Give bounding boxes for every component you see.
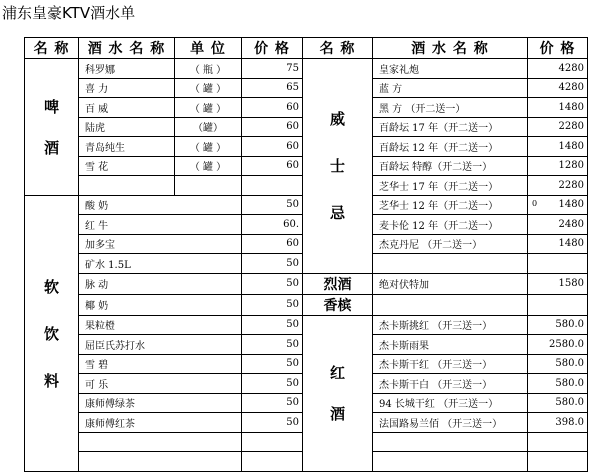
drink-name: 芝华士 17 年（开二送一） [373,176,528,196]
drink-price: 60. [242,215,303,235]
price-value: 1480 [558,140,584,152]
price-value: 4280 [558,62,584,74]
drink-price [242,176,303,196]
drink-price: 50 [242,273,303,294]
drink-name: 青岛纯生 [79,137,175,157]
drink-price: 2580.0 [528,335,588,355]
header-cell: 价 格 [242,38,303,59]
drink-price [528,78,588,98]
drink-price [528,432,588,452]
header-cell: 酒 水 名 称 [79,38,175,59]
drink-name: 椰 奶 [79,294,242,315]
price-value: 1480 [558,199,584,211]
category-soft-drinks [25,195,79,471]
drink-name: 脉 动 [79,273,242,294]
drink-price [528,156,588,176]
drink-name [373,452,528,472]
drink-price [528,254,588,274]
drink-price [528,215,588,235]
drink-price: 580.0 [528,374,588,394]
drink-name: 雪 花 [79,156,175,176]
category-spirits: 烈酒 [303,273,373,294]
drink-unit: （ 瓶 ） [175,59,242,79]
drink-name: 芝华士 12 年（开二送一） [373,195,528,215]
drink-price: 60 [242,156,303,176]
drink-name: 杰克丹尼 （开二送一） [373,234,528,254]
drink-price [528,176,588,196]
category-beer-char: 酒 [43,138,59,157]
drink-price: 60 [242,117,303,137]
category-soft-drinks-char: 料 [43,371,59,390]
header-cell: 酒 水 名 称 [373,38,528,59]
drink-name: 绝对伏特加 [373,273,528,294]
drink-name: 矿水 1.5L [79,254,242,274]
drink-name [79,432,242,452]
drink-price [528,59,588,79]
drink-price [242,432,303,452]
price-value: 1280 [558,160,584,172]
drink-price [242,452,303,472]
table-row [25,294,588,315]
price-value: 1480 [558,101,584,113]
drink-price: 50 [242,413,303,433]
drink-price: 65 [242,78,303,98]
category-red-wine [303,315,373,471]
price-note: 0 [532,199,538,209]
drink-price: 50 [242,335,303,355]
drink-name: 麦卡伦 12 年（开二送一） [373,215,528,235]
drink-name: 黑 方 （开二送一） [373,98,528,118]
category-soft-drinks-char: 软 [43,277,59,296]
header-cell: 名 称 [25,38,79,59]
price-value: 2280 [558,121,584,133]
drink-price [528,234,588,254]
drink-name: 百龄坛 12 年（开二送一） [373,137,528,157]
header-cell: 单 位 [175,38,242,59]
price-value: 2280 [558,179,584,191]
drink-name: 百龄坛 特醇（开二送一） [373,156,528,176]
drink-name [373,294,528,315]
table-row [25,59,588,79]
drink-price: 580.0 [528,393,588,413]
drink-name: 杰卡斯干白 （开三送一） [373,374,528,394]
category-soft-drinks-char: 饮 [43,324,59,343]
drink-name: 康师傅红茶 [79,413,242,433]
drink-price: 50 [242,254,303,274]
drink-price: 50 [242,294,303,315]
drink-name: 加多宝 [79,234,242,254]
drink-name [373,254,528,274]
drink-price: 580.0 [528,315,588,335]
drink-price: 60 [242,137,303,157]
drink-name: 红 牛 [79,215,242,235]
drink-name: 喜 力 [79,78,175,98]
drink-price: 50 [242,393,303,413]
drink-unit: （罐） [175,117,242,137]
price-value: 1480 [558,238,584,250]
drink-price: 75 [242,59,303,79]
drink-price [528,117,588,137]
drink-name: 94 长城干红 （开三送一） [373,393,528,413]
drink-unit: （ 罐 ） [175,78,242,98]
drink-price: 50 [242,195,303,215]
drink-price: 50 [242,374,303,394]
table-row [25,315,588,335]
drink-unit [175,176,242,196]
category-beer-char: 啤 [43,97,59,116]
drink-price: 60 [242,234,303,254]
drink-name: 杰卡斯雨果 [373,335,528,355]
drink-name [373,432,528,452]
drink-name: 杰卡斯挑红 （开三送一） [373,315,528,335]
drink-price: 50 [242,315,303,335]
drink-name: 果粒橙 [79,315,242,335]
category-whisky-char: 忌 [329,204,345,223]
drink-name: 法国路易兰佰 （开三送一） [373,413,528,433]
drink-price: 398.0 [528,413,588,433]
drink-price: 1580 [528,273,588,294]
category-whisky-char: 士 [329,157,345,176]
drink-price [528,452,588,472]
drink-name: 屈臣氏苏打水 [79,335,242,355]
category-beer [25,59,79,196]
drink-price: 580.0 [528,354,588,374]
page-title: 浦东皇豪KTV酒水单 [2,4,136,22]
category-champagne: 香槟 [303,294,373,315]
drink-price [528,294,588,315]
drink-unit: （ 罐 ） [175,98,242,118]
drink-name: 蓝 方 [373,78,528,98]
table-row [25,273,588,294]
drink-price [528,195,588,215]
category-red-wine-char: 酒 [329,405,345,423]
drink-name: 百龄坛 17 年（开二送一） [373,117,528,137]
drink-unit: （ 罐 ） [175,137,242,157]
price-value: 4280 [558,82,584,94]
drink-name: 皇家礼炮 [373,59,528,79]
drink-price: 50 [242,354,303,374]
header-cell: 名 称 [303,38,373,59]
drink-name [79,176,175,196]
category-red-wine-char: 红 [329,364,345,382]
drink-name: 科罗娜 [79,59,175,79]
drink-name: 康师傅绿茶 [79,393,242,413]
category-whisky-char: 威 [329,110,345,129]
drink-name [79,452,242,472]
drink-name: 杰卡斯干红 （开三送一） [373,354,528,374]
price-value: 2480 [558,218,584,230]
drink-price: 60 [242,98,303,118]
drink-name: 百 威 [79,98,175,118]
drink-unit: （ 罐 ） [175,156,242,176]
header-cell: 价 格 [528,38,588,59]
drinks-menu-table [24,37,588,472]
drink-name: 可 乐 [79,374,242,394]
category-whisky [303,59,373,274]
drink-name: 陆虎 [79,117,175,137]
drink-price [528,137,588,157]
drink-name: 酸 奶 [79,195,242,215]
drink-name: 雪 碧 [79,354,242,374]
drink-price [528,98,588,118]
